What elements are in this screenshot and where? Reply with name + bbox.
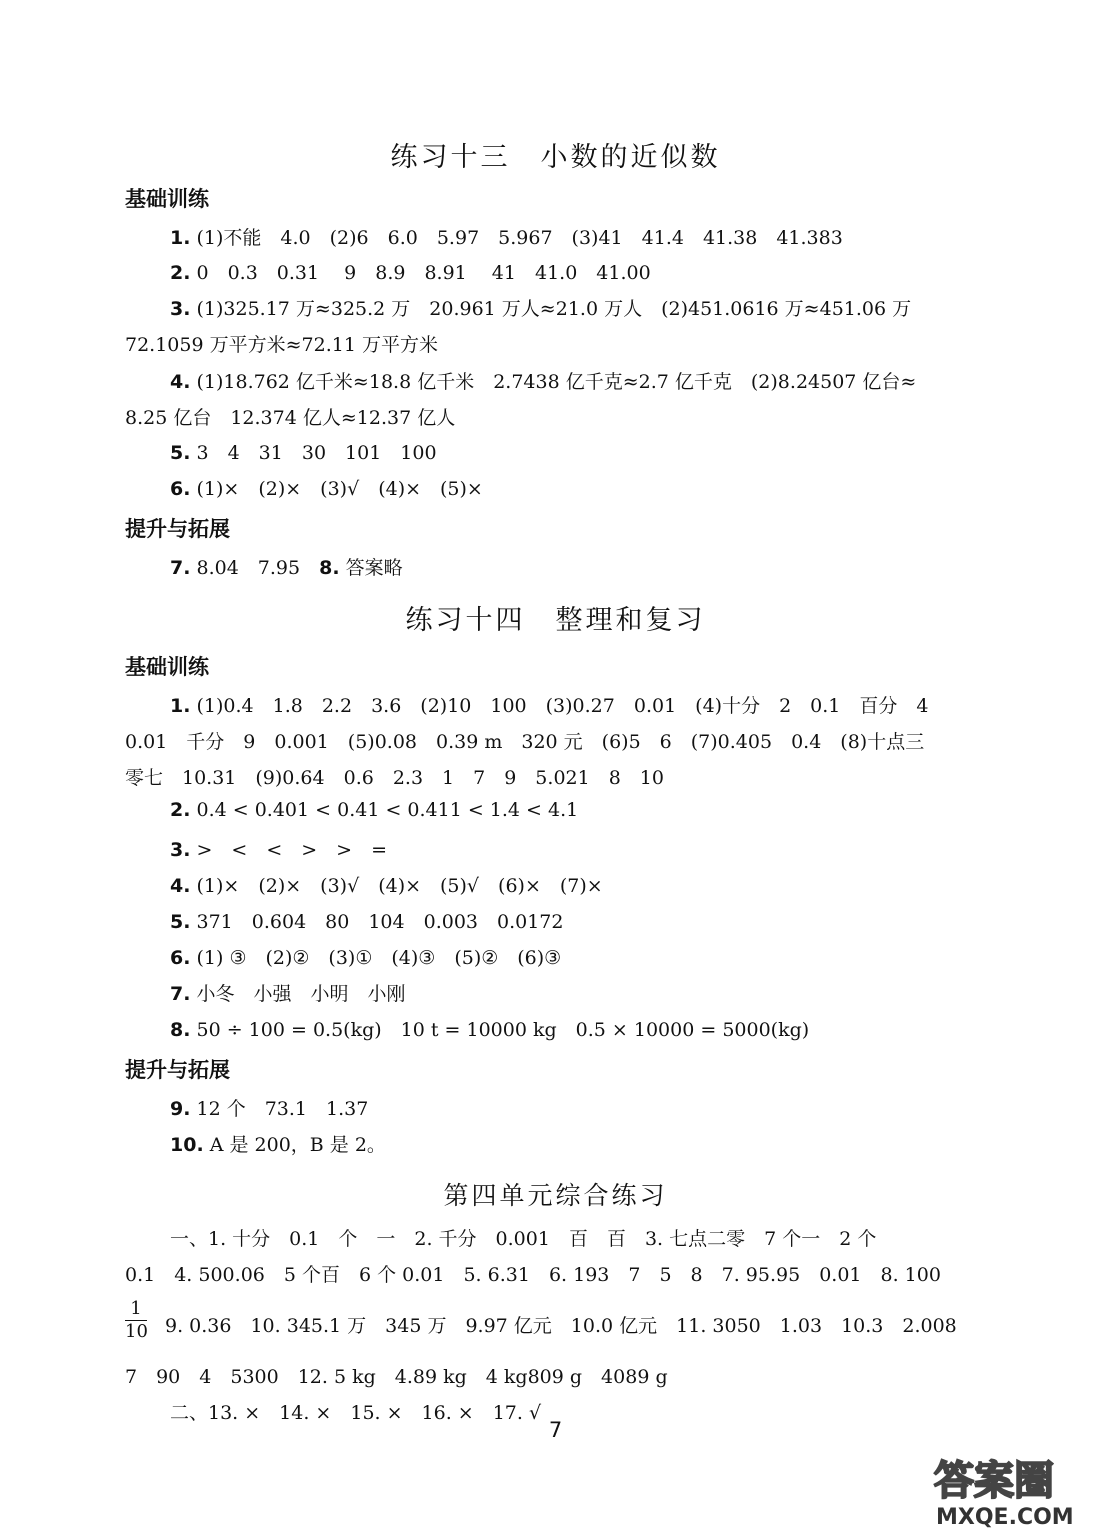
answer-line: 6. (1)× (2)× (3)√ (4)× (5)× (170, 478, 483, 500)
answer-line: 8. 50 ÷ 100 = 0.5(kg) 10 t = 10000 kg 0.5 × 10000 = 5000(kg) (170, 1019, 810, 1041)
answer-line: 4. (1)× (2)× (3)√ (4)× (5)√ (6)× (7)× (170, 875, 603, 897)
answer-line: 3. > < < > > = (170, 839, 388, 861)
answer-line-cont: 72.1059 万平方米≈72.11 万平方米 (125, 334, 438, 356)
page-number: 7 (548, 1418, 563, 1442)
answer-line: 7. 8.04 7.95 8. 答案略 (170, 557, 403, 579)
answer-line-cont: 零七 10.31 (9)0.64 0.6 2.3 1 7 9 5.021 8 10 (125, 767, 664, 789)
watermark-text-url: MXQE.COM (936, 1505, 1074, 1528)
watermark-logo (926, 1448, 1101, 1528)
answer-line-cont: 7 90 4 5300 12. 5 kg 4.89 kg 4 kg809 g 4089 g (125, 1366, 668, 1388)
fraction-denominator: 10 (125, 1321, 148, 1342)
section-title-14: 练习十四 整理和复习 (405, 605, 706, 636)
answer-line: 一、1. 十分 0.1 个 一 2. 千分 0.001 百 百 3. 七点二零 7 个一 2 个 (170, 1228, 877, 1250)
answer-line: 6. (1) ③ (2)② (3)① (4)③ (5)② (6)③ (170, 947, 562, 969)
answer-line: 5. 3 4 31 30 101 100 (170, 442, 437, 464)
answer-line-cont: 0.01 千分 9 0.001 (5)0.08 0.39 m 320 元 (6)5 6 (7)0.405 0.4 (8)十点三 (125, 731, 925, 753)
answer-line-cont: 9. 0.36 10. 345.1 万 345 万 9.97 亿元 10.0 亿元 11. 3050 1.03 10.3 2.008 (165, 1315, 957, 1337)
fraction-one-tenth (125, 1300, 147, 1341)
fraction-numerator: 1 (125, 1300, 147, 1321)
answer-line-cont: 0.1 4. 500.06 5 个百 6 个 0.01 5. 6.31 6. 193 7 5 8 7. 95.95 0.01 8. 100 (125, 1264, 941, 1286)
section-title-13: 练习十三 小数的近似数 (390, 142, 721, 173)
watermark-text-main: 答案圈 (934, 1458, 1054, 1504)
answer-line: 2. 0.4 < 0.401 < 0.41 < 0.411 < 1.4 < 4.1 (170, 799, 579, 821)
section-title-unit4: 第四单元综合练习 (443, 1181, 668, 1210)
subheading-basic-14: 基础训练 (125, 655, 209, 679)
answer-line: 1. (1)不能 4.0 (2)6 6.0 5.97 5.967 (3)41 41.4 41.38 41.383 (170, 227, 843, 249)
answer-line: 1. (1)0.4 1.8 2.2 3.6 (2)10 100 (3)0.27 0.01 (4)十分 2 0.1 百分 4 (170, 695, 929, 717)
answer-line: 5. 371 0.604 80 104 0.003 0.0172 (170, 911, 564, 933)
answer-line: 2. 0 0.3 0.31 9 8.9 8.91 41 41.0 41.00 (170, 262, 651, 284)
answer-line: 9. 12 个 73.1 1.37 (170, 1098, 369, 1120)
answer-line: 4. (1)18.762 亿千米≈18.8 亿千米 2.7438 亿千克≈2.7 亿千克 (2)8.24507 亿台≈ (170, 371, 917, 393)
answer-line-cont: 8.25 亿台 12.374 亿人≈12.37 亿人 (125, 407, 456, 429)
subheading-basic-13: 基础训练 (125, 187, 209, 211)
subheading-ext-14: 提升与拓展 (125, 1058, 230, 1082)
answer-line: 3. (1)325.17 万≈325.2 万 20.961 万人≈21.0 万人 (2)451.0616 万≈451.06 万 (170, 298, 912, 320)
answer-line: 10. A 是 200，B 是 2。 (170, 1134, 386, 1156)
answer-line: 7. 小冬 小强 小明 小刚 (170, 983, 406, 1005)
subheading-ext-13: 提升与拓展 (125, 517, 230, 541)
answer-line: 二、13. × 14. × 15. × 16. × 17. √ (170, 1402, 542, 1424)
